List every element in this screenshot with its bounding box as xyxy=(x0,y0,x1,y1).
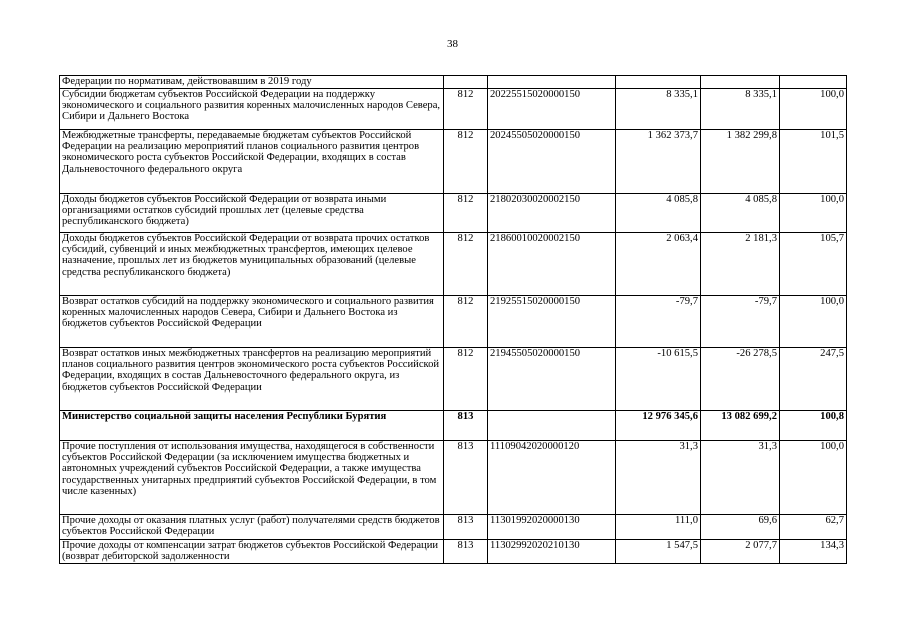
cell-percent xyxy=(780,76,847,89)
table-row xyxy=(60,194,847,233)
cell-plan: -10 615,5 xyxy=(616,348,701,411)
cell-plan: 31,3 xyxy=(616,441,701,515)
cell-fact: 1 382 299,8 xyxy=(701,130,780,194)
cell-name: Прочие доходы от компенсации затрат бюджетов субъектов Российской Федерации (возврат дебиторской задолженности xyxy=(60,540,444,564)
table-row xyxy=(60,89,847,130)
cell-fact: 4 085,8 xyxy=(701,194,780,233)
cell-name: Министерство социальной защиты населения Республики Бурятия xyxy=(60,411,444,441)
table-row xyxy=(60,540,847,564)
cell-percent: 100,8 xyxy=(780,411,847,441)
cell-admin: 812 xyxy=(444,233,488,296)
cell-plan: -79,7 xyxy=(616,296,701,348)
table-row xyxy=(60,348,847,411)
cell-code: 21802030020002150 xyxy=(488,194,616,233)
cell-admin: 812 xyxy=(444,348,488,411)
cell-percent: 100,0 xyxy=(780,89,847,130)
cell-plan: 1 547,5 xyxy=(616,540,701,564)
cell-plan: 1 362 373,7 xyxy=(616,130,701,194)
table-row xyxy=(60,411,847,441)
cell-percent: 62,7 xyxy=(780,515,847,540)
cell-code: 20245505020000150 xyxy=(488,130,616,194)
page-number: 38 xyxy=(447,38,458,50)
cell-name: Возврат остатков субсидий на поддержку экономического и социального развития коренных малочисленных народов Севера, Сибири и Дальнего Востока из бюджетов субъектов Российской Федерации xyxy=(60,296,444,348)
cell-code xyxy=(488,76,616,89)
cell-fact: -79,7 xyxy=(701,296,780,348)
cell-plan: 2 063,4 xyxy=(616,233,701,296)
cell-fact: 69,6 xyxy=(701,515,780,540)
cell-admin: 813 xyxy=(444,540,488,564)
cell-code: 21945505020000150 xyxy=(488,348,616,411)
revenue-table xyxy=(59,75,847,564)
cell-fact: 13 082 699,2 xyxy=(701,411,780,441)
cell-percent: 100,0 xyxy=(780,296,847,348)
cell-percent: 105,7 xyxy=(780,233,847,296)
cell-code: 21860010020002150 xyxy=(488,233,616,296)
cell-plan: 111,0 xyxy=(616,515,701,540)
cell-plan: 4 085,8 xyxy=(616,194,701,233)
cell-percent: 247,5 xyxy=(780,348,847,411)
cell-fact: 31,3 xyxy=(701,441,780,515)
revenue-table-body xyxy=(60,76,847,564)
cell-name: Субсидии бюджетам субъектов Российской Федерации на поддержку экономического и социального развития коренных малочисленных народов Севера, Сибири и Дальнего Востока xyxy=(60,89,444,130)
cell-admin: 813 xyxy=(444,441,488,515)
cell-percent: 100,0 xyxy=(780,194,847,233)
cell-name: Межбюджетные трансферты, передаваемые бюджетам субъектов Российской Федерации на реализацию мероприятий планов социального развития центров экономического роста субъектов Российской Федерации, входящих в состав Дальневосточного федерального округа xyxy=(60,130,444,194)
cell-admin: 813 xyxy=(444,515,488,540)
cell-name: Доходы бюджетов субъектов Российской Федерации от возврата иными организациями остатков субсидий прошлых лет (целевые средства республиканского бюджета) xyxy=(60,194,444,233)
table-row xyxy=(60,296,847,348)
cell-admin: 812 xyxy=(444,89,488,130)
cell-admin: 813 xyxy=(444,411,488,441)
cell-fact: 8 335,1 xyxy=(701,89,780,130)
cell-fact: -26 278,5 xyxy=(701,348,780,411)
table-row xyxy=(60,233,847,296)
table-row xyxy=(60,130,847,194)
cell-name: Прочие поступления от использования имущества, находящегося в собственности субъектов Российской Федерации (за исключением имущества бюджетных и автономных учреждений субъектов Российской Федерации, а также имущества государственных унитарных предприятий субъектов Российской Федерации, в том числе казенных) xyxy=(60,441,444,515)
cell-fact xyxy=(701,76,780,89)
cell-fact: 2 181,3 xyxy=(701,233,780,296)
cell-percent: 134,3 xyxy=(780,540,847,564)
cell-code: 20225515020000150 xyxy=(488,89,616,130)
table-row xyxy=(60,76,847,89)
cell-admin: 812 xyxy=(444,130,488,194)
cell-percent: 100,0 xyxy=(780,441,847,515)
cell-percent: 101,5 xyxy=(780,130,847,194)
cell-code: 11302992020210130 xyxy=(488,540,616,564)
cell-admin: 812 xyxy=(444,194,488,233)
cell-code: 11301992020000130 xyxy=(488,515,616,540)
cell-code: 11109042020000120 xyxy=(488,441,616,515)
cell-code xyxy=(488,411,616,441)
cell-code: 21925515020000150 xyxy=(488,296,616,348)
table-row xyxy=(60,441,847,515)
cell-admin xyxy=(444,76,488,89)
cell-name: Федерации по нормативам, действовавшим в 2019 году xyxy=(60,76,444,89)
cell-name: Доходы бюджетов субъектов Российской Федерации от возврата прочих остатков субсидий, субвенций и иных межбюджетных трансфертов, имеющих целевое назначение, прошлых лет из бюджетов муниципальных образований (целевые средства республиканского бюджета) xyxy=(60,233,444,296)
cell-admin: 812 xyxy=(444,296,488,348)
cell-name: Возврат остатков иных межбюджетных трансфертов на реализацию мероприятий планов социального развития центров экономического роста субъектов Российской Федерации, входящих в состав Дальневосточного федерального округа, из бюджетов субъектов Российской Федерации xyxy=(60,348,444,411)
cell-plan: 8 335,1 xyxy=(616,89,701,130)
cell-plan xyxy=(616,76,701,89)
table-row xyxy=(60,515,847,540)
cell-name: Прочие доходы от оказания платных услуг (работ) получателями средств бюджетов субъектов Российской Федерации xyxy=(60,515,444,540)
cell-fact: 2 077,7 xyxy=(701,540,780,564)
cell-plan: 12 976 345,6 xyxy=(616,411,701,441)
